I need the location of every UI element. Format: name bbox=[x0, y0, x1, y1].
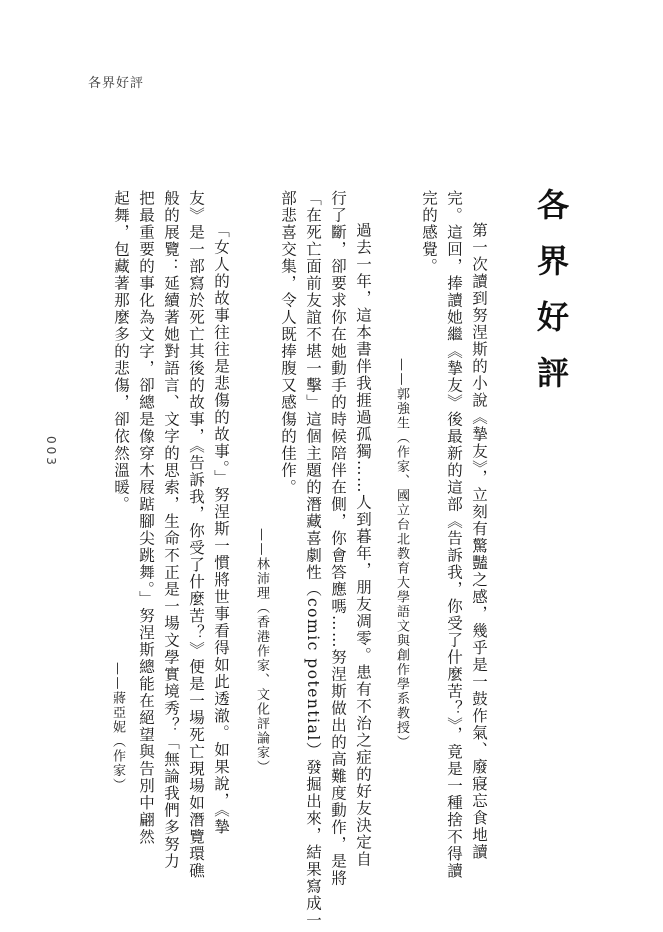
review-2-line-3: 「在死亡面前友誼不堪一擊」這個主題的潛藏喜劇性（comic potential）發掘出來，結果寫成一 bbox=[304, 190, 322, 929]
review-1-line-2: 完。這回，捧讀她繼《摯友》後最新的這部《告訴我，你受了什麼苦？》，竟是一種捨不得讀 bbox=[445, 190, 463, 880]
review-3-signature: ——蔣亞妮（作家） bbox=[110, 662, 125, 793]
review-3-line-2: 友》是一部寫於死亡其後的故事，《告訴我，你受了什麼苦？》便是一場死亡現場如潛覽環礁 bbox=[187, 190, 205, 880]
review-1-signature: ——郭強生（作家、國立台北教育大學語文與創作學系教授） bbox=[394, 358, 409, 750]
review-3-line-4: 把最重要的事化為文字，卻總是像穿木屐踮腳尖跳舞。」努涅斯總能在絕望與告別中翩然 bbox=[137, 190, 155, 846]
running-head: 各界好評 bbox=[88, 76, 145, 91]
review-3-line-5: 起舞，包藏著那麼多的悲傷，卻依然溫暖。 bbox=[112, 190, 130, 513]
review-2-line-2: 行了斷，卻要求你在她動手的時候陪伴在側，你會答應嗎……努涅斯做出的高難度動作，是將 bbox=[329, 190, 347, 887]
review-1-line-3: 完的感覺。 bbox=[420, 190, 438, 275]
page-title: 各界好評 bbox=[532, 188, 570, 412]
review-3-line-1: 「女人的故事往往是悲傷的故事。」努涅斯一慣將世事看得如此透澈。如果說，《摯 bbox=[212, 222, 230, 836]
review-1-line-1: 第一次讀到努涅斯的小說《摯友》，立刻有驚豔之感，幾乎是一鼓作氣、廢寢忘食地讀 bbox=[470, 222, 488, 861]
review-2-line-1: 過去一年，這本書伴我捱過孤獨……人到暮年，朋友凋零。患有不治之症的好友決定自 bbox=[354, 222, 372, 868]
review-2-signature: ——林沛理（香港作家、文化評論家） bbox=[254, 528, 269, 775]
review-3-line-3: 般的展覽：延續著她對語言、文字的思索，生命不正是一場文學實境秀？「無論我們多努力 bbox=[162, 190, 180, 870]
review-2-line-4: 部悲喜交集，令人既捧腹又感傷的佳作。 bbox=[279, 190, 297, 496]
page-number: 003 bbox=[44, 436, 58, 468]
